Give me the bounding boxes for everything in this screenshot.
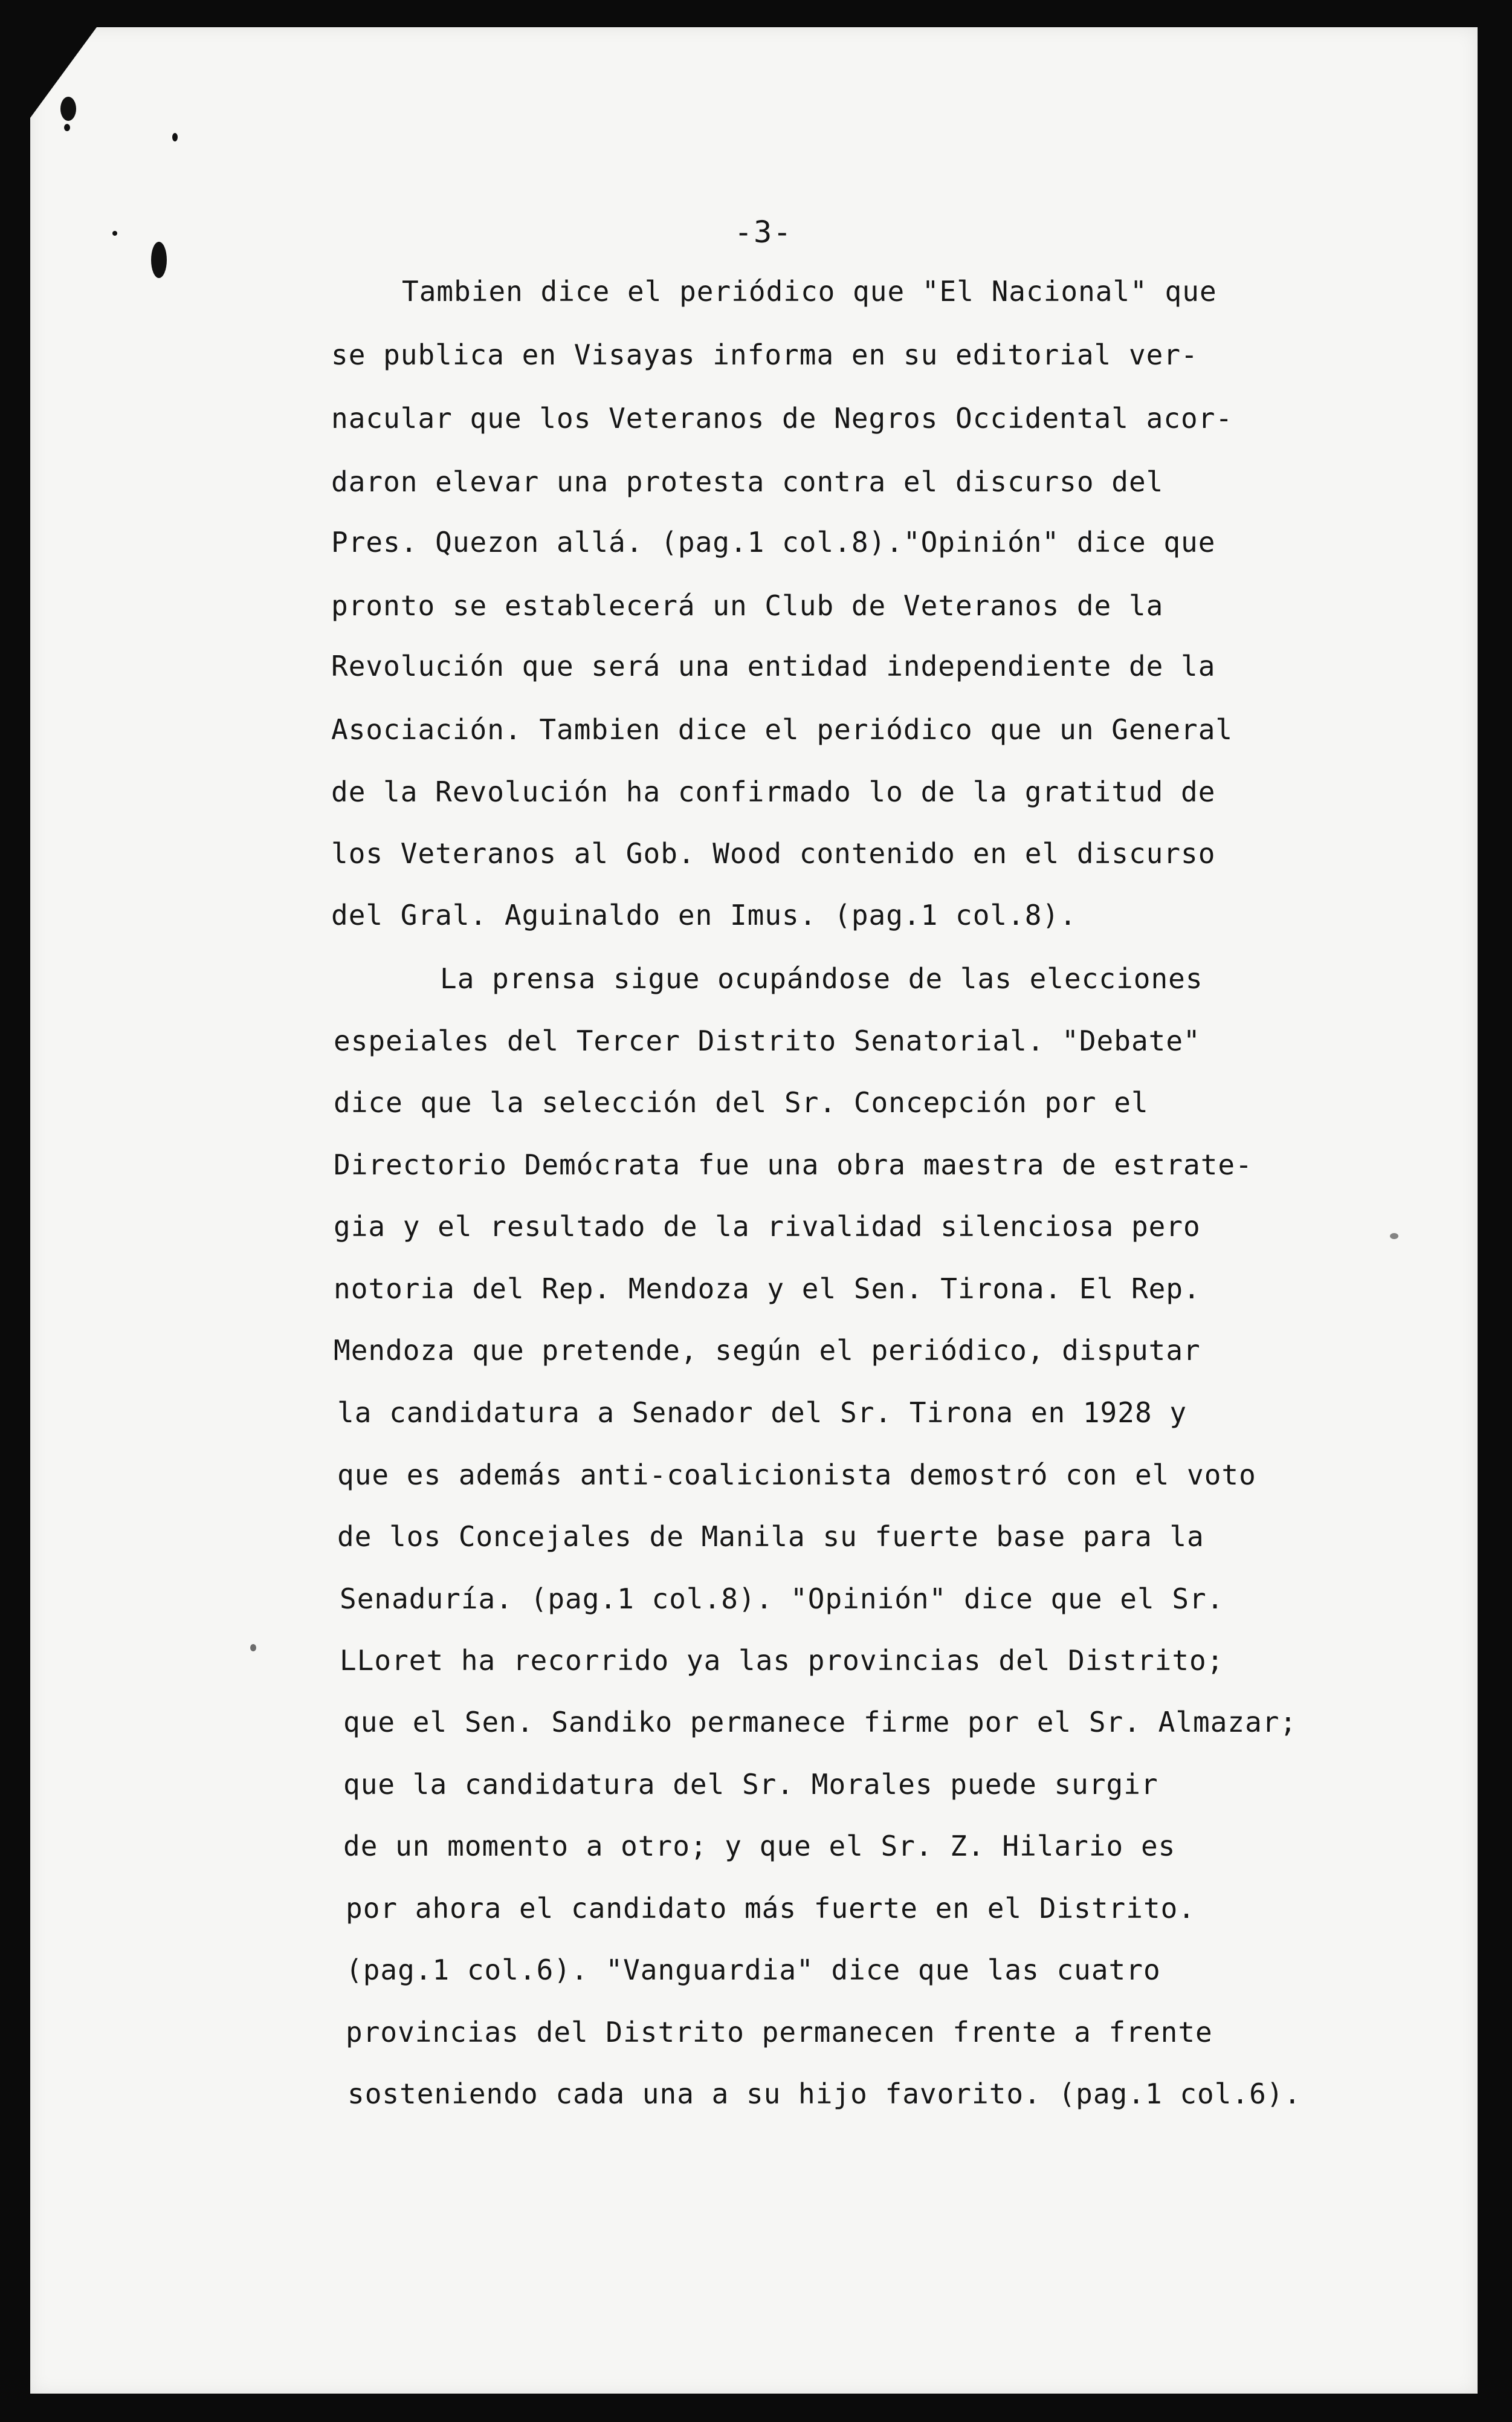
text-line: provincias del Distrito permanecen frente a frente bbox=[346, 2016, 1213, 2048]
text-line: Mendoza que pretende, según el periódico, disputar bbox=[334, 1334, 1201, 1367]
text-line: LLoret ha recorrido ya las provincias del Distrito; bbox=[340, 1644, 1224, 1677]
page-number: -3- bbox=[734, 215, 793, 250]
text-line: (pag.1 col.6). "Vanguardia" dice que las cuatro bbox=[346, 1954, 1161, 1986]
text-line: se publica en Visayas informa en su editorial ver- bbox=[331, 338, 1198, 371]
text-line: nacular que los Veteranos de Negros Occidental acor- bbox=[331, 402, 1233, 435]
text-line: daron elevar una protesta contra el discurso del bbox=[331, 465, 1164, 498]
ink-speck bbox=[60, 97, 76, 121]
text-line: sosteniendo cada una a su hijo favorito. (pag.1 col.6). bbox=[347, 2077, 1302, 2110]
text-line: Senaduría. (pag.1 col.8). "Opinión" dice que el Sr. bbox=[340, 1582, 1224, 1615]
text-line: gia y el resultado de la rivalidad silenciosa pero bbox=[334, 1210, 1201, 1243]
ink-speck bbox=[1390, 1233, 1398, 1239]
text-line: espeiales del Tercer Distrito Senatorial. "Debate" bbox=[334, 1025, 1201, 1057]
text-line: del Gral. Aguinaldo en Imus. (pag.1 col.8). bbox=[331, 899, 1077, 931]
text-line: pronto se establecerá un Club de Veteranos de la bbox=[331, 589, 1164, 622]
text-line: Directorio Demócrata fue una obra maestra de estrate- bbox=[334, 1148, 1253, 1181]
text-line: que es además anti-coalicionista demostró con el voto bbox=[337, 1459, 1256, 1491]
text-line: que la candidatura del Sr. Morales puede surgir bbox=[343, 1768, 1158, 1801]
text-line: de un momento a otro; y que el Sr. Z. Hilario es bbox=[343, 1830, 1176, 1862]
text-line: Pres. Quezon allá. (pag.1 col.8)."Opinión" dice que bbox=[331, 526, 1216, 559]
text-line: Tambien dice el periódico que "El Nacional" que bbox=[402, 275, 1217, 308]
text-line: Revolución que será una entidad independiente de la bbox=[331, 650, 1216, 682]
text-line: de la Revolución ha confirmado lo de la gratitud de bbox=[331, 775, 1216, 808]
ink-speck bbox=[112, 231, 117, 236]
text-line: los Veteranos al Gob. Wood contenido en el discurso bbox=[331, 837, 1216, 870]
text-line: Asociación. Tambien dice el periódico que un General bbox=[331, 713, 1233, 746]
text-line: de los Concejales de Manila su fuerte base para la bbox=[337, 1520, 1204, 1553]
text-line: que el Sen. Sandiko permanece firme por el Sr. Almazar; bbox=[343, 1706, 1297, 1738]
text-line: por ahora el candidato más fuerte en el Distrito. bbox=[346, 1892, 1196, 1925]
text-line: la candidatura a Senador del Sr. Tirona en 1928 y bbox=[337, 1396, 1187, 1429]
ink-speck bbox=[250, 1644, 256, 1651]
ink-speck bbox=[151, 242, 167, 278]
ink-speck bbox=[172, 133, 178, 141]
ink-speck bbox=[64, 124, 70, 131]
text-line: La prensa sigue ocupándose de las elecciones bbox=[440, 962, 1203, 995]
text-line: notoria del Rep. Mendoza y el Sen. Tirona. El Rep. bbox=[334, 1272, 1201, 1305]
text-line: dice que la selección del Sr. Concepción por el bbox=[334, 1086, 1149, 1119]
